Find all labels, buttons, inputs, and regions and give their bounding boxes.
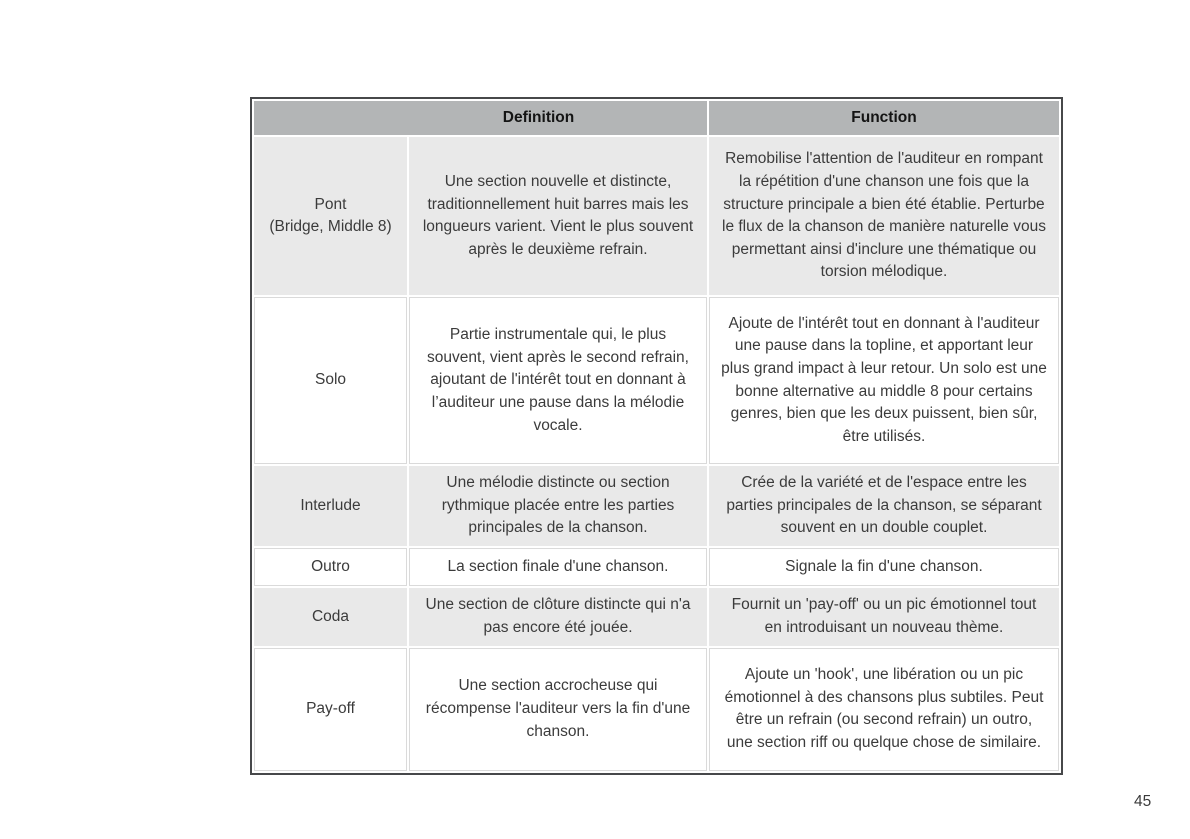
table-row-payoff xyxy=(254,648,1059,771)
table-row-outro xyxy=(254,548,1059,586)
term-label: Coda xyxy=(311,607,350,625)
page-number: 45 xyxy=(1134,793,1152,810)
term-label: Pont xyxy=(314,195,347,213)
column-header-function: Function xyxy=(709,101,1059,135)
term-cell xyxy=(254,548,407,586)
term-label: Outro xyxy=(311,557,350,575)
term-note: (Bridge, Middle 8) xyxy=(269,218,392,236)
term-label: Solo xyxy=(314,371,347,389)
table-row-coda xyxy=(254,588,1059,645)
term-cell xyxy=(254,648,407,771)
term-cell xyxy=(254,588,407,645)
function-cell: Fournit un 'pay-off' ou un pic émotionnel tout en introduisant un nouveau thème. xyxy=(709,588,1059,645)
table-header-row xyxy=(254,101,1059,135)
function-cell: Crée de la variété et de l'espace entre les parties principales de la chanson, se séparant souvent en un double couplet. xyxy=(709,466,1059,546)
table-row-pont xyxy=(254,137,1059,295)
term-cell xyxy=(254,137,407,295)
term-label: Interlude xyxy=(300,496,361,514)
term-cell xyxy=(254,466,407,546)
function-cell: Ajoute de l'intérêt tout en donnant à l'auditeur une pause dans la topline, et apportant leur plus grand impact à leur retour. Un solo est une bonne alternative au middle 8 pour certains genres, bien que les deux puissent, bien sûr, être utilisés. xyxy=(709,297,1059,463)
definition-cell: Partie instrumentale qui, le plus souvent, vient après le second refrain, ajoutant de l'intérêt tout en donnant à l’auditeur une pause dans la mélodie vocale. xyxy=(409,297,707,463)
column-header-definition: Definition xyxy=(254,101,707,135)
term-cell xyxy=(254,297,407,463)
table-row-interlude xyxy=(254,466,1059,546)
function-cell: Signale la fin d'une chanson. xyxy=(709,548,1059,586)
term-label: Pay-off xyxy=(306,699,355,717)
table xyxy=(252,99,1061,773)
definition-cell: Une section de clôture distincte qui n'a pas encore été jouée. xyxy=(409,588,707,645)
definition-cell: Une section accrocheuse qui récompense l'auditeur vers la fin d'une chanson. xyxy=(409,648,707,771)
definition-cell: Une section nouvelle et distincte, traditionnellement huit barres mais les longueurs varient. Vient le plus souvent après le deuxième refrain. xyxy=(409,137,707,295)
table-row-solo xyxy=(254,297,1059,463)
definition-cell: Une mélodie distincte ou section rythmique placée entre les parties principales de la chanson. xyxy=(409,466,707,546)
definition-cell: La section finale d'une chanson. xyxy=(409,548,707,586)
function-cell: Remobilise l'attention de l'auditeur en rompant la répétition d'une chanson une fois que la structure principale a bien été établie. Perturbe le flux de la chanson de manière naturelle vous permettant ainsi d'inclure une thématique ou torsion mélodique. xyxy=(709,137,1059,295)
function-cell: Ajoute un 'hook', une libération ou un pic émotionnel à des chansons plus subtiles. Peut être un refrain (ou second refrain) un outro, une section riff ou quelque chose de similaire. xyxy=(709,648,1059,771)
song-structure-table xyxy=(250,97,1063,775)
